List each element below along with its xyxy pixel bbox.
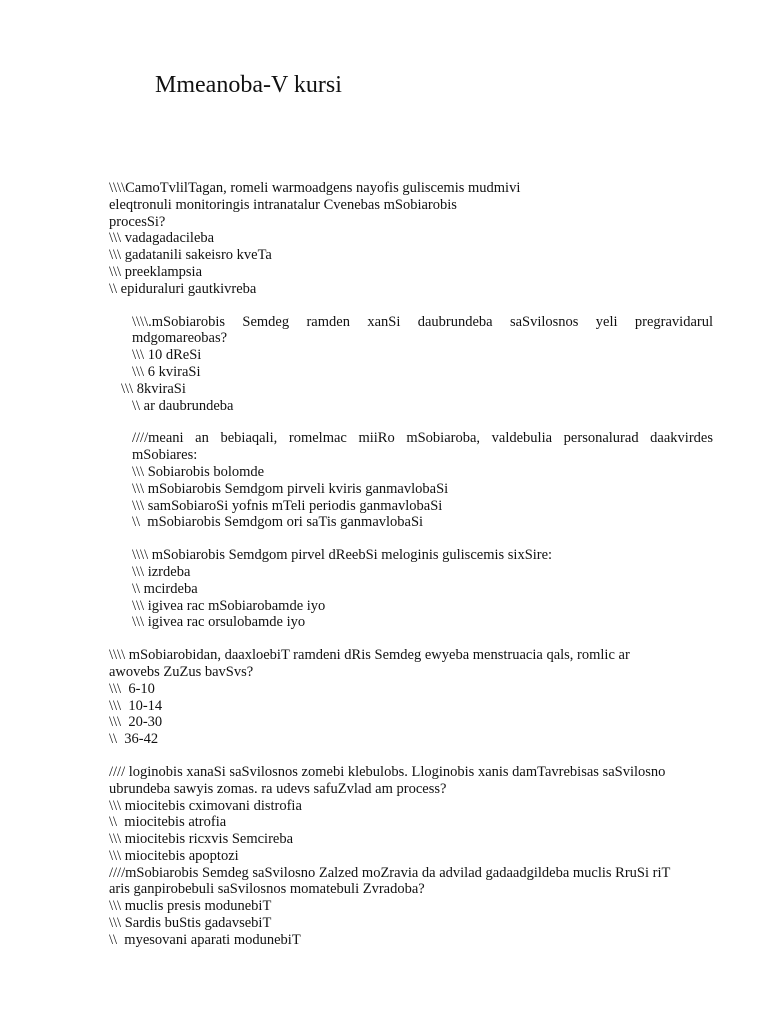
answer-option: \\\ miocitebis ricxvis Semcireba xyxy=(109,831,294,848)
answer-option: \\\ samSobiaroSi yofnis mTeli periodis ganmavlobaSi xyxy=(132,497,443,514)
answer-option: \\ mcirdeba xyxy=(132,580,198,597)
answer-option: \\ myesovani aparati modunebiT xyxy=(109,931,301,948)
answer-option: \\\ 20-30 xyxy=(109,714,163,731)
question-line: \\\\CamoTvlilTagan, romeli warmoadgens nayofis guliscemis mudmivi xyxy=(109,180,521,196)
answer-option: \\ 36-42 xyxy=(109,731,159,748)
question-text: ////meani an bebiaqali, romelmac miiRo mSobiaroba, valdebulia personalurad daakvirdes mSobiares: xyxy=(132,430,713,464)
answer-option: \\\ gadatanili sakeisro kveTa xyxy=(109,247,272,264)
question-line: aris ganpirobebuli saSvilosnos momatebuli Zvradoba? xyxy=(109,881,425,898)
question-line: awovebs ZuZus bavSvs? xyxy=(109,663,254,680)
question-text xyxy=(109,764,679,798)
answer-option: \\\ Sobiarobis bolomde xyxy=(132,463,265,480)
answer-option: \\ mSobiarobis Semdgom ori saTis ganmavlobaSi xyxy=(132,514,424,531)
question-line: //// loginobis xanaSi saSvilosnos zomebi klebulobs. Lloginobis xanis damTavrebisas saSvilosno xyxy=(109,763,666,780)
question-text: \\\\ mSobiarobis Semdgom pirvel dReebSi meloginis guliscemis sixSire: xyxy=(132,547,553,564)
answer-option: \\\ miocitebis cximovani distrofia xyxy=(109,797,302,814)
answer-option: \\\ igivea rac mSobiarobamde iyo xyxy=(132,597,326,614)
question-text: \\\\.mSobiarobis Semdeg ramden xanSi daubrundeba saSvilosnos yeli pregravidarul mdgomareobas? xyxy=(132,313,713,347)
question-line: \\\\ mSobiarobidan, daaxloebiT ramdeni dRis Semdeg ewyeba menstruacia qals, romlic ar xyxy=(109,647,630,664)
answer-option: \\\ Sardis buStis gadavsebiT xyxy=(109,915,272,932)
question-line: eleqtronuli monitoringis intranatalur Cvenebas mSobiarobis xyxy=(109,196,457,213)
answer-option: \\\ 6 kviraSi xyxy=(132,363,201,380)
answer-option: \\\ miocitebis apoptozi xyxy=(109,847,239,864)
question-text xyxy=(109,865,679,899)
answer-option: \\\ 8kviraSi xyxy=(121,380,186,397)
answer-option: \\\ mSobiarobis Semdgom pirveli kviris ganmavlobaSi xyxy=(132,480,449,497)
answer-option: \\\ izrdeba xyxy=(132,563,191,580)
answer-option: \\\ 6-10 xyxy=(109,680,155,697)
document-title: Mmeanoba-V kursi xyxy=(155,72,342,98)
question-list xyxy=(0,180,768,949)
answer-option: \\\ preeklampsia xyxy=(109,263,203,280)
answer-option: \\ miocitebis atrofia xyxy=(109,814,227,831)
answer-option: \\\ muclis presis modunebiT xyxy=(109,898,272,915)
answer-option: \\ ar daubrundeba xyxy=(132,397,234,414)
answer-option: \\ epiduraluri gautkivreba xyxy=(109,280,257,297)
question-line: ////mSobiarobis Semdeg saSvilosno Zalzed moZravia da advilad gadaadgildeba muclis RruSi riT xyxy=(109,864,671,881)
question-line: ubrundeba sawyis zomas. ra udevs safuZvlad am process? xyxy=(109,780,447,797)
question-text xyxy=(109,180,679,230)
answer-option: \\\ 10 dReSi xyxy=(132,347,202,364)
answer-option: \\\ vadagadacileba xyxy=(109,230,215,247)
question-text xyxy=(109,647,679,681)
answer-option: \\\ 10-14 xyxy=(109,697,163,714)
answer-option: \\\ igivea rac orsulobamde iyo xyxy=(132,614,306,631)
question-line: procesSi? xyxy=(109,213,166,230)
